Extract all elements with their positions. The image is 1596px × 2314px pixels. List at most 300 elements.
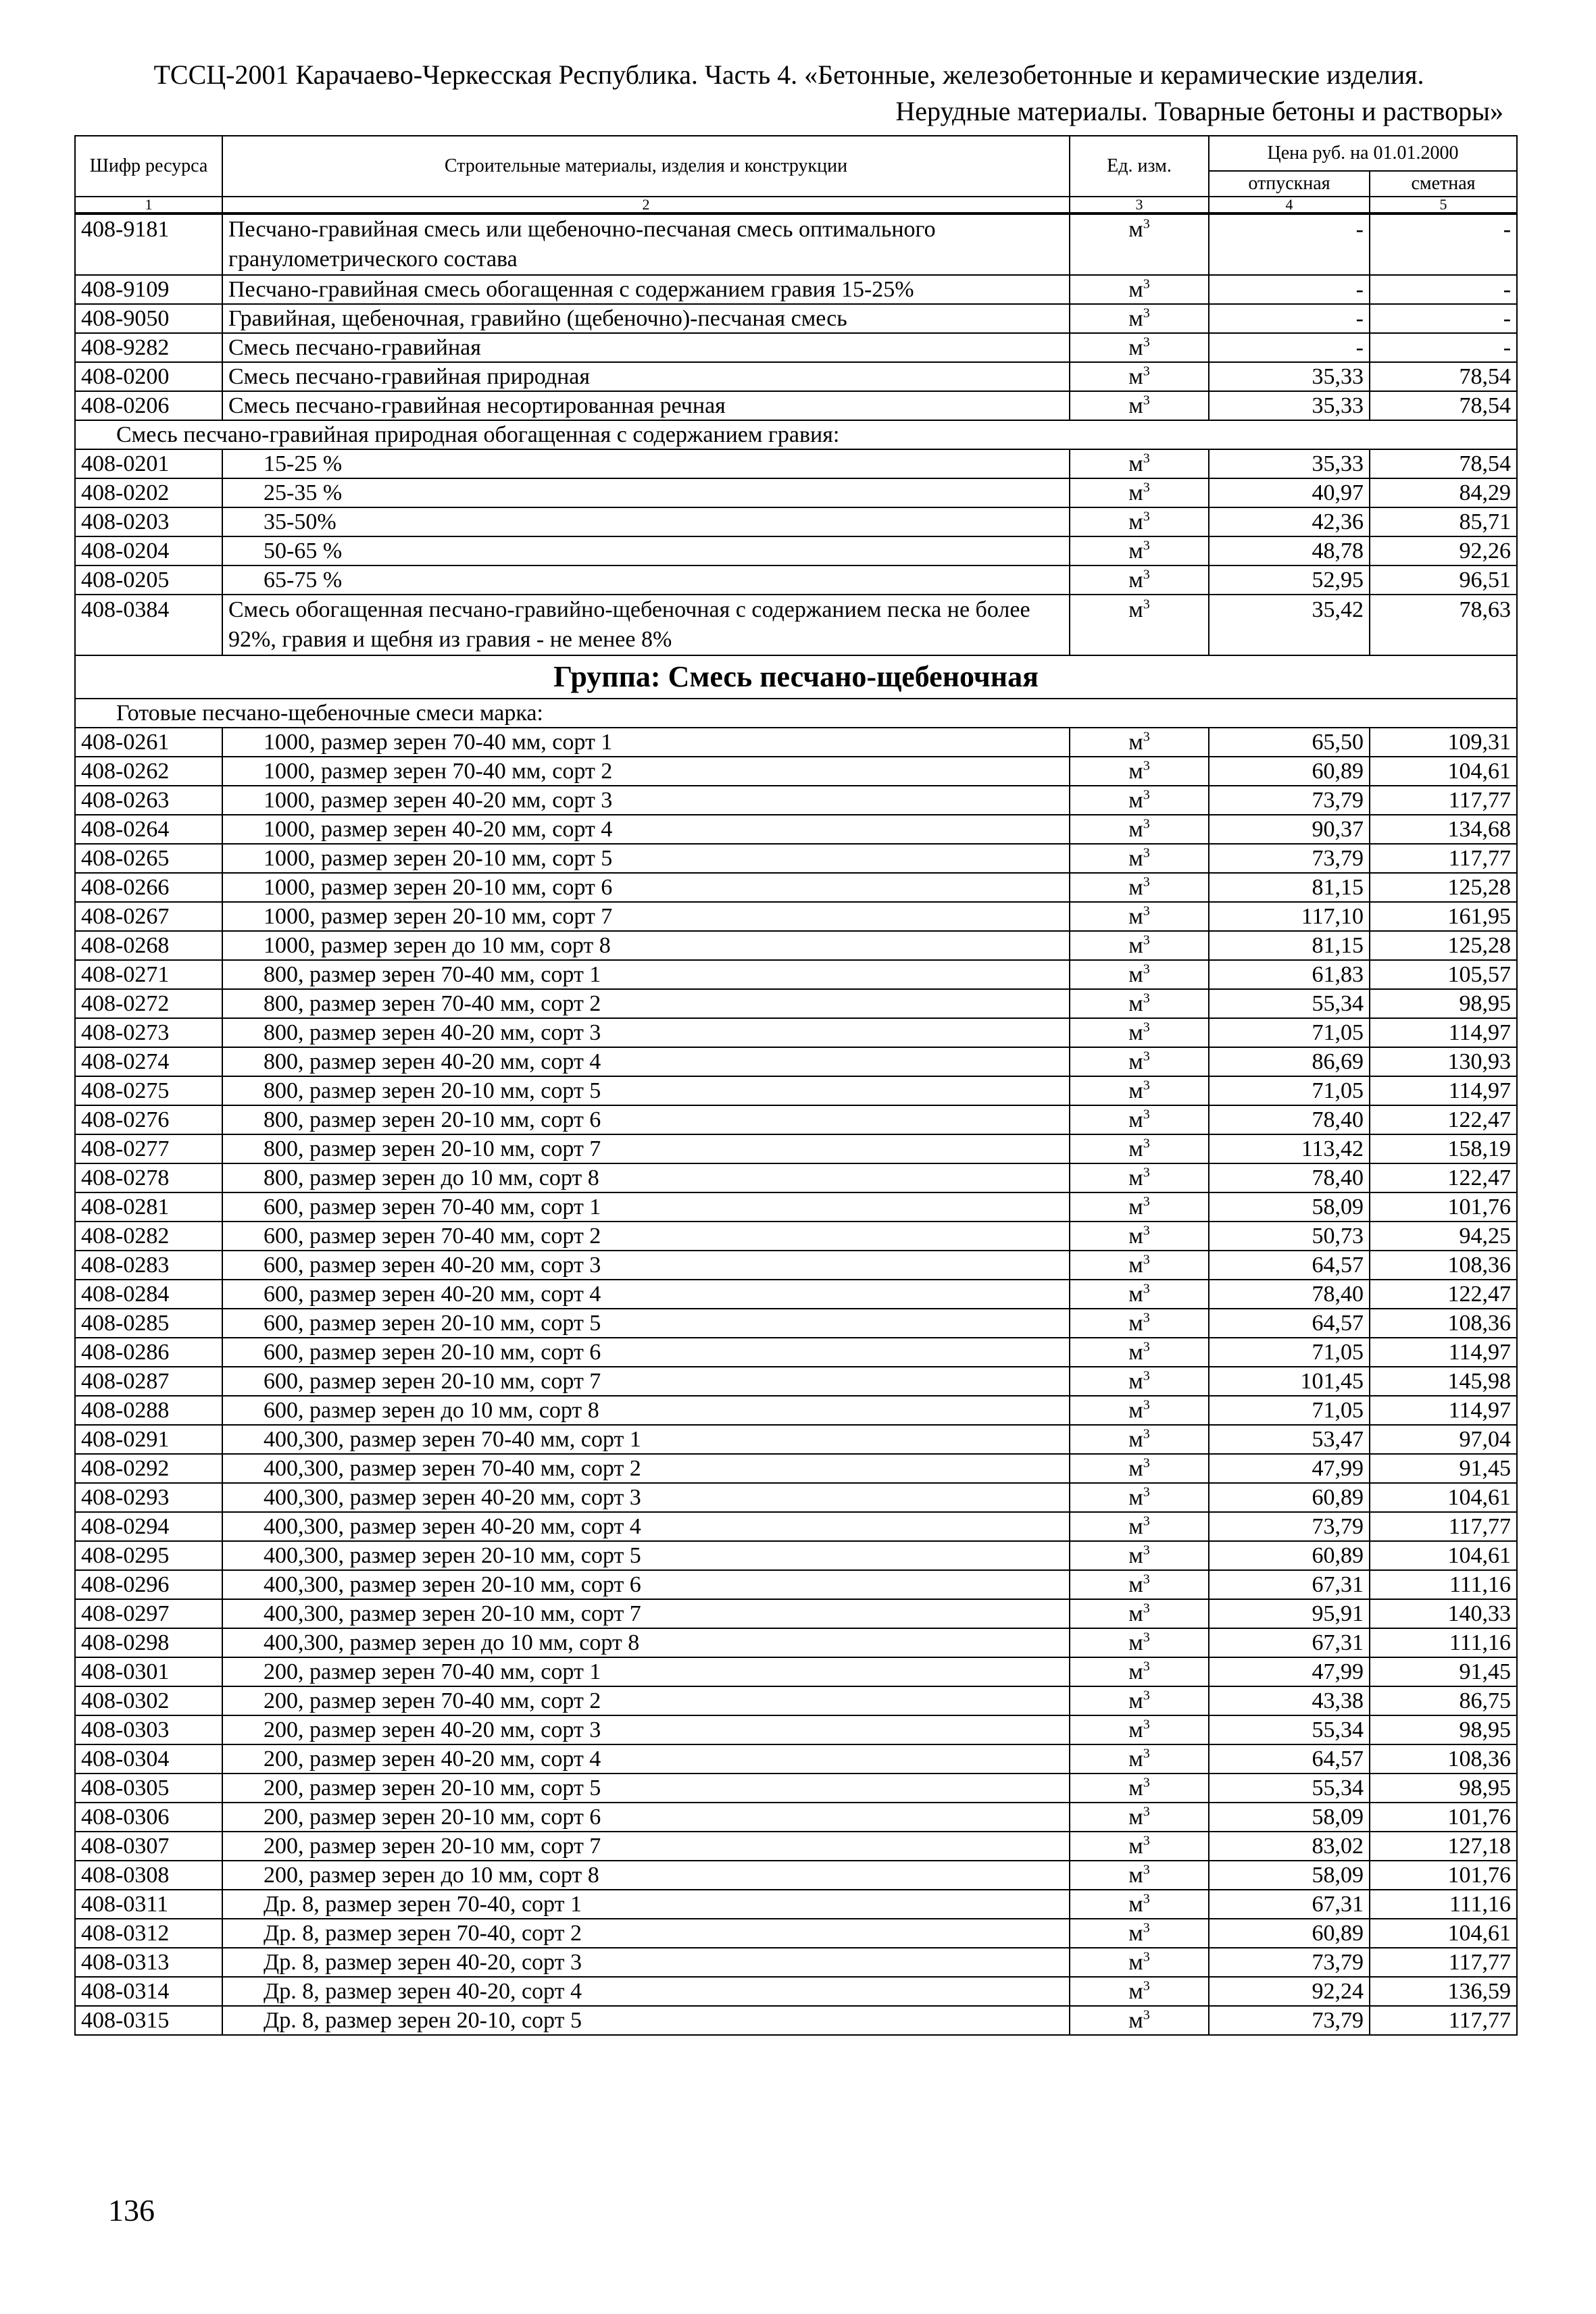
unit bbox=[1070, 1047, 1209, 1076]
price-release: 73,79 bbox=[1209, 786, 1370, 815]
unit bbox=[1070, 1832, 1209, 1861]
unit-power: 3 bbox=[1143, 816, 1150, 832]
price-release: 55,34 bbox=[1209, 989, 1370, 1018]
price-release: 90,37 bbox=[1209, 815, 1370, 844]
price-release: 53,47 bbox=[1209, 1425, 1370, 1454]
price-release: 71,05 bbox=[1209, 1076, 1370, 1105]
unit-power: 3 bbox=[1143, 1775, 1150, 1790]
page-number: 136 bbox=[108, 2193, 155, 2228]
resource-code: 408-0261 bbox=[75, 728, 222, 757]
table-subheading-1-section bbox=[75, 420, 1517, 449]
table-row bbox=[75, 1861, 1517, 1890]
document-title-line-2: Нерудные материалы. Товарные бетоны и растворы» bbox=[895, 96, 1503, 126]
unit-base: м bbox=[1128, 1282, 1143, 1307]
table-row bbox=[75, 1948, 1517, 1977]
material-name: 600, размер зерен 20-10 мм, сорт 6 bbox=[222, 1338, 1070, 1367]
price-estimate: - bbox=[1370, 304, 1517, 333]
price-release: 43,38 bbox=[1209, 1686, 1370, 1715]
unit bbox=[1070, 1570, 1209, 1599]
unit-base: м bbox=[1128, 1834, 1143, 1859]
unit-power: 3 bbox=[1143, 1804, 1150, 1819]
header-name: Строительные материалы, изделия и конструкции bbox=[222, 136, 1070, 197]
unit-base: м bbox=[1128, 1369, 1143, 1394]
material-name: 600, размер зерен 70-40 мм, сорт 2 bbox=[222, 1222, 1070, 1251]
price-estimate: 127,18 bbox=[1370, 1832, 1517, 1861]
material-name: 400,300, размер зерен 40-20 мм, сорт 4 bbox=[222, 1512, 1070, 1541]
resource-code: 408-0307 bbox=[75, 1832, 222, 1861]
unit-power: 3 bbox=[1143, 363, 1150, 379]
unit bbox=[1070, 304, 1209, 333]
unit-power: 3 bbox=[1143, 1165, 1150, 1180]
header-code: Шифр ресурса bbox=[75, 136, 222, 197]
price-release: 60,89 bbox=[1209, 1919, 1370, 1948]
table-group-section bbox=[75, 655, 1517, 728]
material-name: 200, размер зерен 20-10 мм, сорт 5 bbox=[222, 1774, 1070, 1803]
material-name: Песчано-гравийная смесь или щебеночно-песчаная смесь оптимального гранулометрического состава bbox=[222, 213, 1070, 275]
unit bbox=[1070, 1163, 1209, 1192]
unit bbox=[1070, 1657, 1209, 1686]
price-release: 35,33 bbox=[1209, 449, 1370, 478]
price-estimate: 96,51 bbox=[1370, 565, 1517, 595]
material-name: 600, размер зерен 70-40 мм, сорт 1 bbox=[222, 1192, 1070, 1222]
price-estimate: 104,61 bbox=[1370, 757, 1517, 786]
document-title-line-1: ТССЦ-2001 Карачаево-Черкесская Республика. Часть 4. «Бетонные, железобетонные и керамические изделия. bbox=[153, 59, 1424, 90]
resource-code: 408-9282 bbox=[75, 333, 222, 362]
table-row bbox=[75, 362, 1517, 391]
material-name: 400,300, размер зерен 70-40 мм, сорт 2 bbox=[222, 1454, 1070, 1483]
header-price-estimate: сметная bbox=[1370, 171, 1517, 197]
table-row bbox=[75, 213, 1517, 275]
resource-code: 408-0204 bbox=[75, 536, 222, 565]
material-name: 400,300, размер зерен 40-20 мм, сорт 3 bbox=[222, 1483, 1070, 1512]
material-name: 35-50% bbox=[222, 507, 1070, 536]
resource-code: 408-0268 bbox=[75, 931, 222, 960]
material-name: Гравийная, щебеночная, гравийно (щебеночно)-песчаная смесь bbox=[222, 304, 1070, 333]
table-row bbox=[75, 1628, 1517, 1657]
price-estimate: 117,77 bbox=[1370, 2006, 1517, 2035]
resource-code: 408-0281 bbox=[75, 1192, 222, 1222]
unit-power: 3 bbox=[1143, 216, 1150, 232]
unit-power: 3 bbox=[1143, 1252, 1150, 1267]
column-number: 1 bbox=[75, 197, 222, 213]
unit-base: м bbox=[1128, 1165, 1143, 1190]
material-name: 1000, размер зерен 40-20 мм, сорт 3 bbox=[222, 786, 1070, 815]
table-row bbox=[75, 2006, 1517, 2035]
resource-code: 408-0313 bbox=[75, 1948, 222, 1977]
unit-power: 3 bbox=[1143, 1746, 1150, 1761]
unit bbox=[1070, 1251, 1209, 1280]
subheading-enriched-gravel: Смесь песчано-гравийная природная обогащенная с содержанием гравия: bbox=[75, 420, 1517, 449]
price-estimate: 145,98 bbox=[1370, 1367, 1517, 1396]
header-price-group: Цена руб. на 01.01.2000 bbox=[1209, 136, 1517, 171]
price-release: 86,69 bbox=[1209, 1047, 1370, 1076]
unit-base: м bbox=[1128, 1979, 1143, 2004]
price-estimate: 161,95 bbox=[1370, 902, 1517, 931]
material-name: 1000, размер зерен 20-10 мм, сорт 6 bbox=[222, 873, 1070, 902]
unit-base: м bbox=[1128, 817, 1143, 842]
material-name: 400,300, размер зерен 20-10 мм, сорт 7 bbox=[222, 1599, 1070, 1628]
unit-power: 3 bbox=[1143, 597, 1150, 612]
price-release: 78,40 bbox=[1209, 1163, 1370, 1192]
resource-code: 408-0201 bbox=[75, 449, 222, 478]
price-release: 78,40 bbox=[1209, 1280, 1370, 1309]
material-name: 65-75 % bbox=[222, 565, 1070, 595]
price-estimate: 105,57 bbox=[1370, 960, 1517, 989]
resource-code: 408-0285 bbox=[75, 1309, 222, 1338]
unit-power: 3 bbox=[1143, 1949, 1150, 1965]
price-release: 71,05 bbox=[1209, 1396, 1370, 1425]
price-estimate: 122,47 bbox=[1370, 1105, 1517, 1134]
price-estimate: 136,59 bbox=[1370, 1977, 1517, 2006]
unit bbox=[1070, 989, 1209, 1018]
table-row bbox=[75, 333, 1517, 362]
resource-code: 408-0305 bbox=[75, 1774, 222, 1803]
unit-base: м bbox=[1128, 1543, 1143, 1568]
price-estimate: 108,36 bbox=[1370, 1744, 1517, 1774]
price-release: 71,05 bbox=[1209, 1018, 1370, 1047]
price-estimate: 101,76 bbox=[1370, 1861, 1517, 1890]
resource-code: 408-0293 bbox=[75, 1483, 222, 1512]
unit-base: м bbox=[1128, 1863, 1143, 1888]
unit-base: м bbox=[1128, 1311, 1143, 1336]
price-release: 81,15 bbox=[1209, 931, 1370, 960]
price-estimate: 98,95 bbox=[1370, 1715, 1517, 1744]
price-estimate: 122,47 bbox=[1370, 1163, 1517, 1192]
unit bbox=[1070, 1948, 1209, 1977]
unit bbox=[1070, 844, 1209, 873]
unit bbox=[1070, 275, 1209, 304]
table-row bbox=[75, 1251, 1517, 1280]
table-row bbox=[75, 1890, 1517, 1919]
resource-code: 408-0297 bbox=[75, 1599, 222, 1628]
table-row bbox=[75, 1483, 1517, 1512]
resource-code: 408-0277 bbox=[75, 1134, 222, 1163]
unit-base: м bbox=[1128, 1601, 1143, 1626]
table-row bbox=[75, 1076, 1517, 1105]
resource-code: 408-0311 bbox=[75, 1890, 222, 1919]
table-row bbox=[75, 1105, 1517, 1134]
unit-power: 3 bbox=[1143, 1630, 1150, 1645]
material-name: Др. 8, размер зерен 70-40, сорт 2 bbox=[222, 1919, 1070, 1948]
table-row bbox=[75, 1425, 1517, 1454]
price-release: 55,34 bbox=[1209, 1774, 1370, 1803]
price-estimate: 104,61 bbox=[1370, 1919, 1517, 1948]
table-section-c bbox=[75, 595, 1517, 655]
material-name: 200, размер зерен 70-40 мм, сорт 2 bbox=[222, 1686, 1070, 1715]
price-estimate: 125,28 bbox=[1370, 873, 1517, 902]
resource-code: 408-0262 bbox=[75, 757, 222, 786]
unit-power: 3 bbox=[1143, 393, 1150, 408]
price-estimate: 114,97 bbox=[1370, 1076, 1517, 1105]
material-name: Смесь обогащенная песчано-гравийно-щебеночная с содержанием песка не более 92%, гравия и щебня из гравия - не менее 8% bbox=[222, 595, 1070, 655]
material-name: 800, размер зерен 70-40 мм, сорт 1 bbox=[222, 960, 1070, 989]
price-release: 64,57 bbox=[1209, 1309, 1370, 1338]
unit-power: 3 bbox=[1143, 1310, 1150, 1326]
table-row bbox=[75, 1309, 1517, 1338]
unit bbox=[1070, 333, 1209, 362]
price-estimate: - bbox=[1370, 213, 1517, 275]
material-name: Др. 8, размер зерен 40-20, сорт 3 bbox=[222, 1948, 1070, 1977]
price-release: 73,79 bbox=[1209, 2006, 1370, 2035]
material-name: 400,300, размер зерен 70-40 мм, сорт 1 bbox=[222, 1425, 1070, 1454]
unit-power: 3 bbox=[1143, 990, 1150, 1006]
unit-power: 3 bbox=[1143, 845, 1150, 861]
price-estimate: 114,97 bbox=[1370, 1338, 1517, 1367]
unit-base: м bbox=[1128, 1456, 1143, 1481]
table-section-b bbox=[75, 449, 1517, 595]
table-row bbox=[75, 873, 1517, 902]
price-estimate: 98,95 bbox=[1370, 1774, 1517, 1803]
unit-power: 3 bbox=[1143, 1542, 1150, 1558]
table-row bbox=[75, 989, 1517, 1018]
unit bbox=[1070, 1744, 1209, 1774]
price-estimate: 117,77 bbox=[1370, 1948, 1517, 1977]
price-estimate: 86,75 bbox=[1370, 1686, 1517, 1715]
resource-code: 408-0315 bbox=[75, 2006, 222, 2035]
unit-base: м bbox=[1128, 568, 1143, 593]
resource-code: 408-0284 bbox=[75, 1280, 222, 1309]
table-row bbox=[75, 1454, 1517, 1483]
price-release: 64,57 bbox=[1209, 1251, 1370, 1280]
price-estimate: 104,61 bbox=[1370, 1483, 1517, 1512]
material-name: 600, размер зерен 20-10 мм, сорт 7 bbox=[222, 1367, 1070, 1396]
price-estimate: 108,36 bbox=[1370, 1309, 1517, 1338]
table-row bbox=[75, 1715, 1517, 1744]
unit-power: 3 bbox=[1143, 480, 1150, 495]
unit bbox=[1070, 1803, 1209, 1832]
unit bbox=[1070, 1919, 1209, 1948]
resource-code: 408-0265 bbox=[75, 844, 222, 873]
unit bbox=[1070, 1309, 1209, 1338]
resource-code: 408-0263 bbox=[75, 786, 222, 815]
unit bbox=[1070, 536, 1209, 565]
unit bbox=[1070, 1628, 1209, 1657]
material-name: 800, размер зерен 40-20 мм, сорт 4 bbox=[222, 1047, 1070, 1076]
price-estimate: 78,63 bbox=[1370, 595, 1517, 655]
material-name: Др. 8, размер зерен 20-10, сорт 5 bbox=[222, 2006, 1070, 2035]
unit-power: 3 bbox=[1143, 1862, 1150, 1878]
unit-base: м bbox=[1128, 1950, 1143, 1975]
resource-code: 408-0274 bbox=[75, 1047, 222, 1076]
unit-power: 3 bbox=[1143, 1513, 1150, 1529]
unit-power: 3 bbox=[1143, 1049, 1150, 1064]
table-row bbox=[75, 1047, 1517, 1076]
unit bbox=[1070, 362, 1209, 391]
unit-base: м bbox=[1128, 1776, 1143, 1801]
price-estimate: 84,29 bbox=[1370, 478, 1517, 507]
resource-code: 408-0267 bbox=[75, 902, 222, 931]
unit bbox=[1070, 873, 1209, 902]
material-name: 200, размер зерен 40-20 мм, сорт 4 bbox=[222, 1744, 1070, 1774]
unit bbox=[1070, 1541, 1209, 1570]
unit-power: 3 bbox=[1143, 932, 1150, 948]
price-estimate: 158,19 bbox=[1370, 1134, 1517, 1163]
unit bbox=[1070, 213, 1209, 275]
unit bbox=[1070, 1018, 1209, 1047]
unit bbox=[1070, 449, 1209, 478]
price-release: - bbox=[1209, 275, 1370, 304]
unit-base: м bbox=[1128, 277, 1143, 302]
unit-base: м bbox=[1128, 1049, 1143, 1074]
material-name: 50-65 % bbox=[222, 536, 1070, 565]
price-estimate: 104,61 bbox=[1370, 1541, 1517, 1570]
table-row bbox=[75, 1686, 1517, 1715]
price-release: 67,31 bbox=[1209, 1628, 1370, 1657]
resource-code: 408-0264 bbox=[75, 815, 222, 844]
resource-code: 408-0292 bbox=[75, 1454, 222, 1483]
resource-code: 408-0276 bbox=[75, 1105, 222, 1134]
price-release: 40,97 bbox=[1209, 478, 1370, 507]
unit-power: 3 bbox=[1143, 1891, 1150, 1907]
resource-code: 408-0302 bbox=[75, 1686, 222, 1715]
unit-base: м bbox=[1128, 1253, 1143, 1278]
resource-code: 408-9181 bbox=[75, 213, 222, 275]
resource-code: 408-0278 bbox=[75, 1163, 222, 1192]
price-release: 73,79 bbox=[1209, 844, 1370, 873]
price-release: 48,78 bbox=[1209, 536, 1370, 565]
unit-power: 3 bbox=[1143, 1688, 1150, 1703]
unit-power: 3 bbox=[1143, 1194, 1150, 1209]
unit bbox=[1070, 1977, 1209, 2006]
unit-base: м bbox=[1128, 1514, 1143, 1539]
resource-code: 408-0296 bbox=[75, 1570, 222, 1599]
unit-base: м bbox=[1128, 875, 1143, 900]
table-row bbox=[75, 1977, 1517, 2006]
unit-power: 3 bbox=[1143, 451, 1150, 466]
material-name: 800, размер зерен 40-20 мм, сорт 3 bbox=[222, 1018, 1070, 1047]
table-row bbox=[75, 1396, 1517, 1425]
price-release: 60,89 bbox=[1209, 1541, 1370, 1570]
price-release: 64,57 bbox=[1209, 1744, 1370, 1774]
price-release: 35,42 bbox=[1209, 595, 1370, 655]
unit-power: 3 bbox=[1143, 538, 1150, 553]
unit bbox=[1070, 1715, 1209, 1744]
unit-base: м bbox=[1128, 364, 1143, 389]
table-row bbox=[75, 1338, 1517, 1367]
resource-code: 408-0203 bbox=[75, 507, 222, 536]
table-row bbox=[75, 1803, 1517, 1832]
price-estimate: - bbox=[1370, 333, 1517, 362]
unit bbox=[1070, 1338, 1209, 1367]
unit bbox=[1070, 1192, 1209, 1222]
resource-code: 408-0200 bbox=[75, 362, 222, 391]
material-name: 200, размер зерен до 10 мм, сорт 8 bbox=[222, 1861, 1070, 1890]
table-row bbox=[75, 1570, 1517, 1599]
unit-power: 3 bbox=[1143, 1020, 1150, 1035]
table-row bbox=[75, 728, 1517, 757]
price-release: 78,40 bbox=[1209, 1105, 1370, 1134]
price-release: 52,95 bbox=[1209, 565, 1370, 595]
unit-power: 3 bbox=[1143, 1136, 1150, 1151]
unit-base: м bbox=[1128, 1224, 1143, 1249]
unit bbox=[1070, 595, 1209, 655]
material-name: 400,300, размер зерен до 10 мм, сорт 8 bbox=[222, 1628, 1070, 1657]
price-estimate: 125,28 bbox=[1370, 931, 1517, 960]
price-release: 60,89 bbox=[1209, 757, 1370, 786]
material-name: Смесь песчано-гравийная природная bbox=[222, 362, 1070, 391]
material-name: 600, размер зерен до 10 мм, сорт 8 bbox=[222, 1396, 1070, 1425]
price-release: 55,34 bbox=[1209, 1715, 1370, 1744]
unit-power: 3 bbox=[1143, 1920, 1150, 1936]
price-estimate: 111,16 bbox=[1370, 1890, 1517, 1919]
table-row bbox=[75, 1280, 1517, 1309]
unit-power: 3 bbox=[1143, 334, 1150, 350]
unit bbox=[1070, 902, 1209, 931]
price-estimate: 98,95 bbox=[1370, 989, 1517, 1018]
unit bbox=[1070, 1076, 1209, 1105]
unit bbox=[1070, 1774, 1209, 1803]
material-name: 1000, размер зерен 40-20 мм, сорт 4 bbox=[222, 815, 1070, 844]
column-number: 2 bbox=[222, 197, 1070, 213]
price-release: 113,42 bbox=[1209, 1134, 1370, 1163]
unit bbox=[1070, 1367, 1209, 1396]
price-estimate: 134,68 bbox=[1370, 815, 1517, 844]
unit-base: м bbox=[1128, 509, 1143, 534]
table-row bbox=[75, 1919, 1517, 1948]
price-release: 73,79 bbox=[1209, 1512, 1370, 1541]
price-table bbox=[74, 135, 1518, 2036]
price-release: 95,91 bbox=[1209, 1599, 1370, 1628]
unit-base: м bbox=[1128, 1398, 1143, 1423]
material-name: 600, размер зерен 40-20 мм, сорт 3 bbox=[222, 1251, 1070, 1280]
unit-base: м bbox=[1128, 1136, 1143, 1161]
table-row bbox=[75, 1512, 1517, 1541]
price-release: 47,99 bbox=[1209, 1454, 1370, 1483]
material-name: Др. 8, размер зерен 40-20, сорт 4 bbox=[222, 1977, 1070, 2006]
unit-base: м bbox=[1128, 393, 1143, 418]
unit-power: 3 bbox=[1143, 729, 1150, 745]
unit bbox=[1070, 1134, 1209, 1163]
unit-base: м bbox=[1128, 1020, 1143, 1045]
resource-code: 408-0308 bbox=[75, 1861, 222, 1890]
unit bbox=[1070, 478, 1209, 507]
table-row bbox=[75, 1192, 1517, 1222]
material-name: 1000, размер зерен 20-10 мм, сорт 7 bbox=[222, 902, 1070, 931]
unit bbox=[1070, 931, 1209, 960]
header-unit: Ед. изм. bbox=[1070, 136, 1209, 197]
price-estimate: 114,97 bbox=[1370, 1018, 1517, 1047]
unit bbox=[1070, 1222, 1209, 1251]
unit bbox=[1070, 1890, 1209, 1919]
table-row bbox=[75, 1134, 1517, 1163]
price-release: 67,31 bbox=[1209, 1570, 1370, 1599]
unit-power: 3 bbox=[1143, 1426, 1150, 1442]
unit-power: 3 bbox=[1143, 1107, 1150, 1122]
price-release: 67,31 bbox=[1209, 1890, 1370, 1919]
price-estimate: 117,77 bbox=[1370, 1512, 1517, 1541]
material-name: 1000, размер зерен 20-10 мм, сорт 5 bbox=[222, 844, 1070, 873]
unit-base: м bbox=[1128, 1746, 1143, 1771]
material-name: 1000, размер зерен до 10 мм, сорт 8 bbox=[222, 931, 1070, 960]
unit-power: 3 bbox=[1143, 1455, 1150, 1471]
unit-base: м bbox=[1128, 1659, 1143, 1684]
unit bbox=[1070, 1512, 1209, 1541]
unit-base: м bbox=[1128, 451, 1143, 476]
table-row bbox=[75, 449, 1517, 478]
unit-power: 3 bbox=[1143, 758, 1150, 774]
price-release: 60,89 bbox=[1209, 1483, 1370, 1512]
table-row bbox=[75, 815, 1517, 844]
price-estimate: 78,54 bbox=[1370, 391, 1517, 420]
table-row bbox=[75, 1832, 1517, 1861]
unit-base: м bbox=[1128, 217, 1143, 242]
column-number: 4 bbox=[1209, 197, 1370, 213]
unit-base: м bbox=[1128, 1485, 1143, 1510]
price-estimate: 122,47 bbox=[1370, 1280, 1517, 1309]
unit-power: 3 bbox=[1143, 1978, 1150, 1994]
unit-power: 3 bbox=[1143, 509, 1150, 524]
price-release: 81,15 bbox=[1209, 873, 1370, 902]
